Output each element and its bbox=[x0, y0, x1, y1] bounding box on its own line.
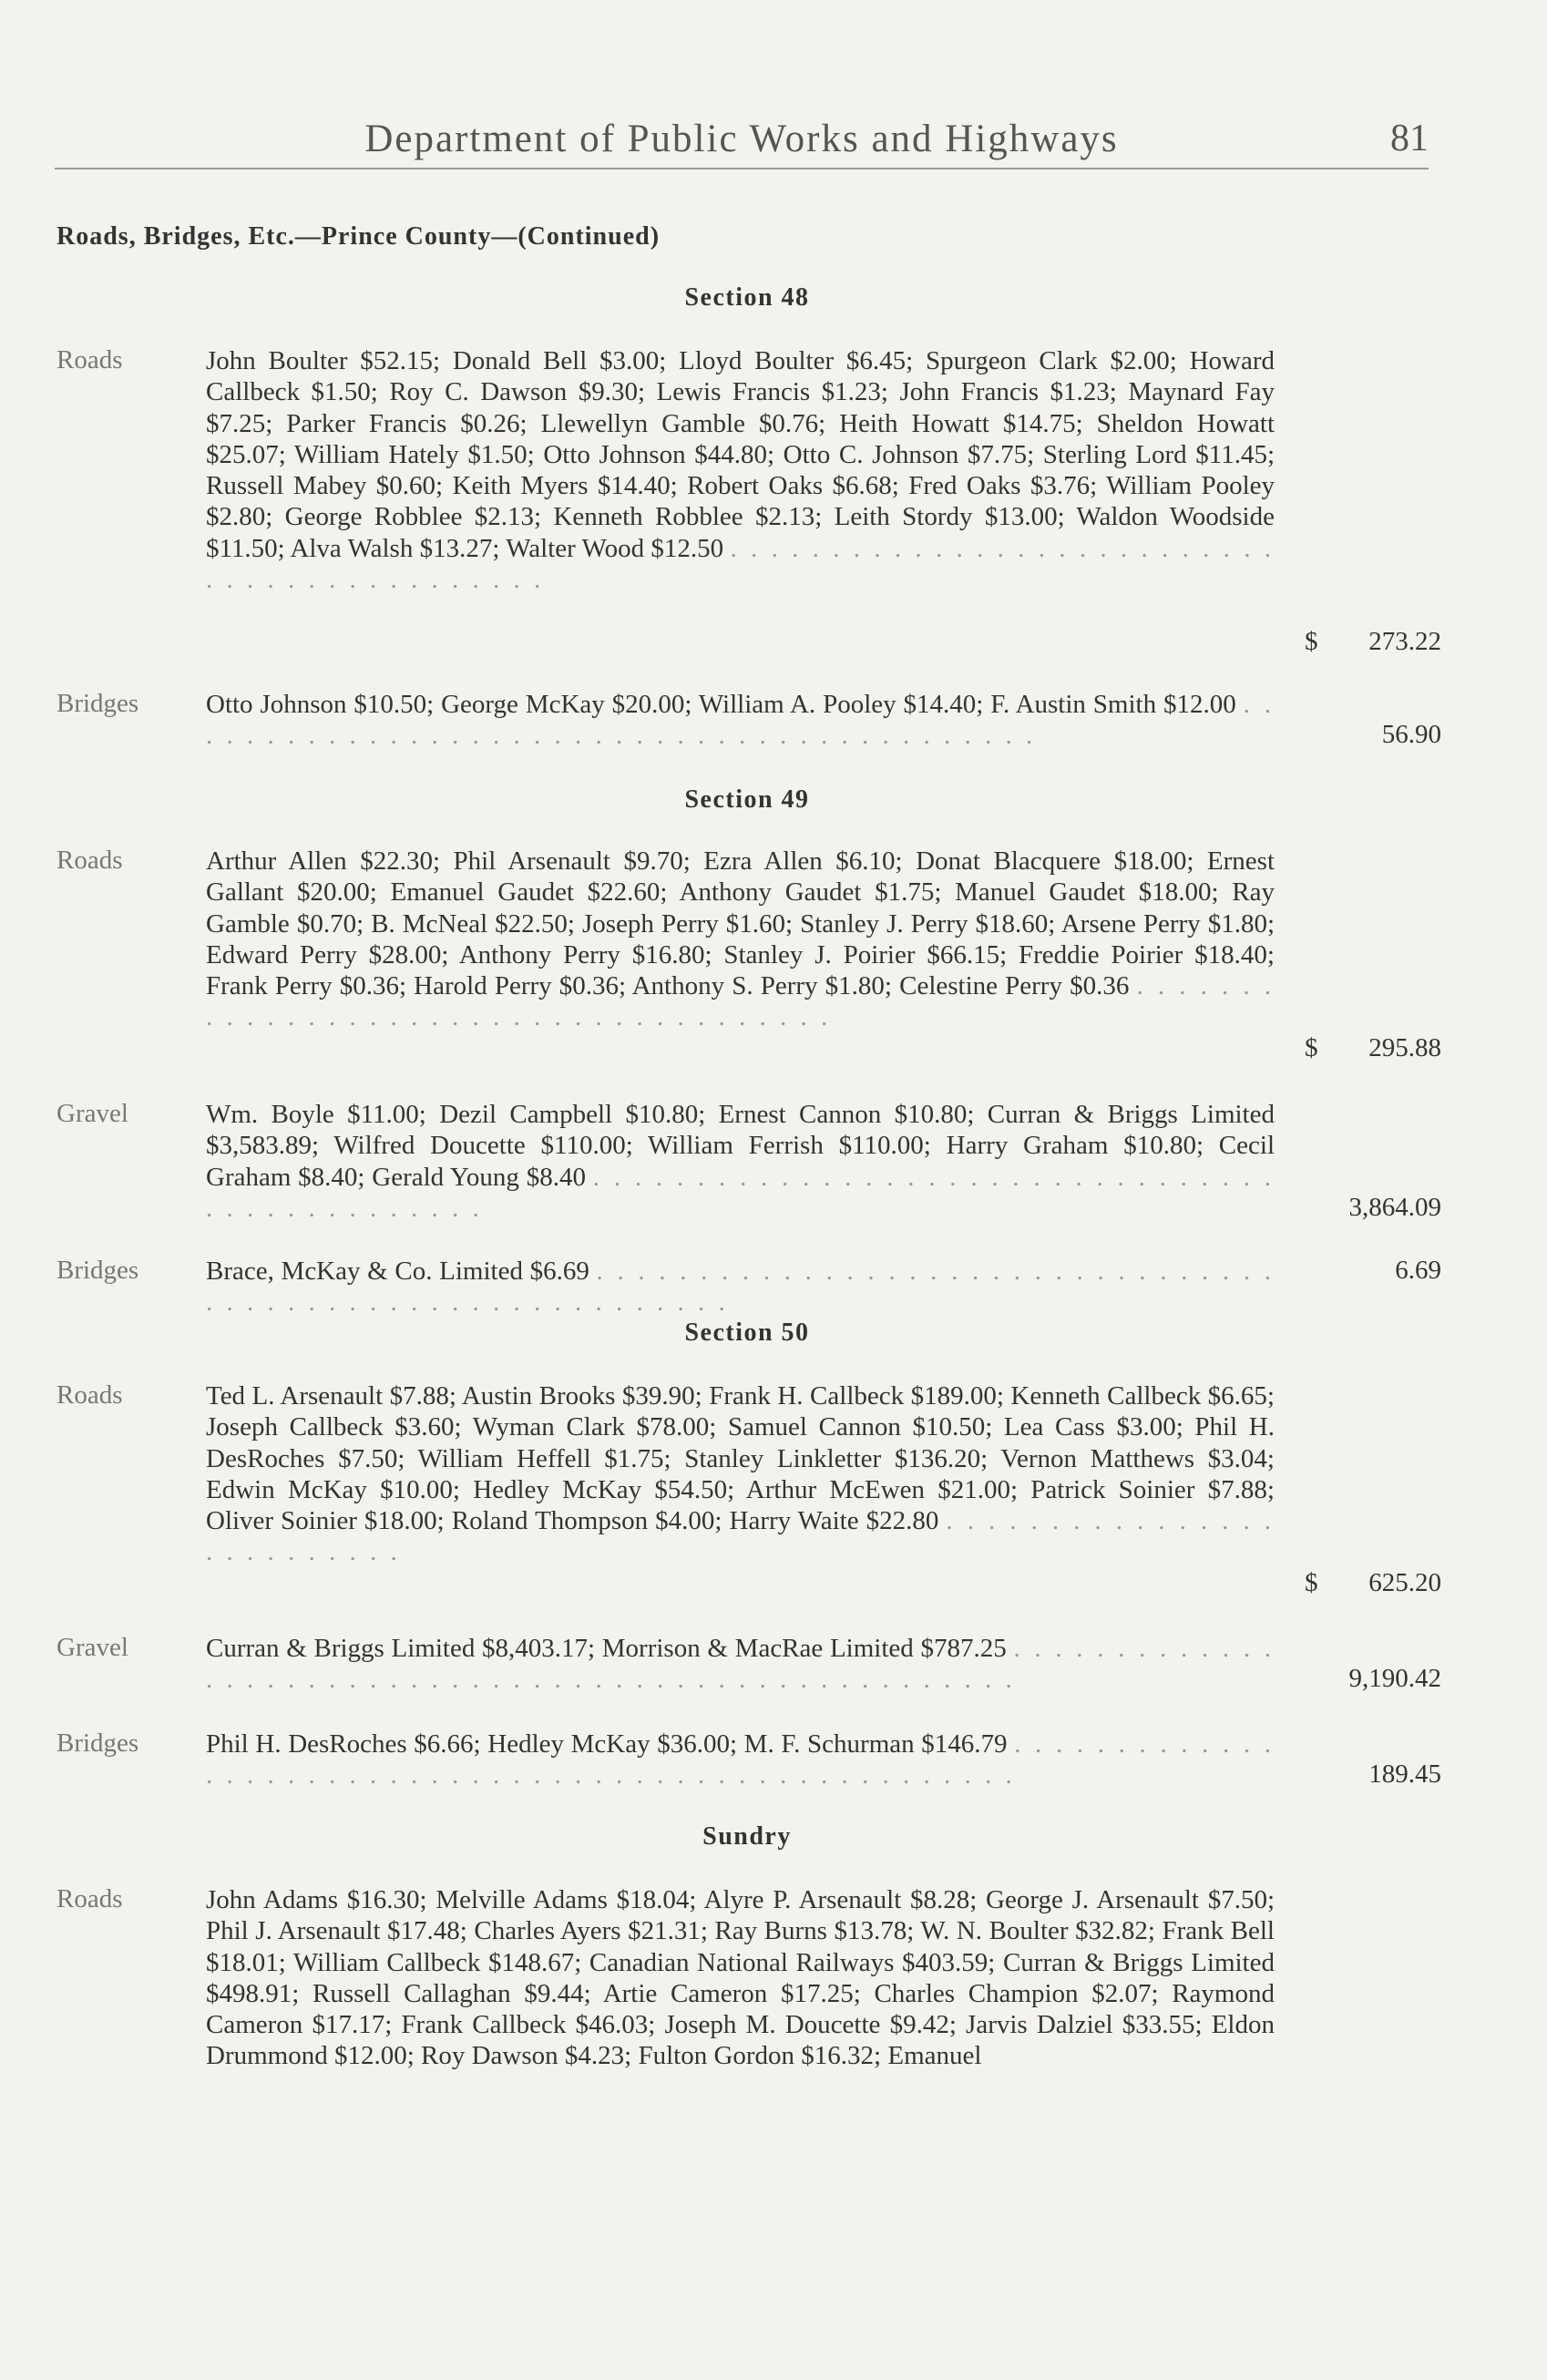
continued-heading: Roads, Bridges, Etc.—Prince County—(Continued) bbox=[56, 222, 661, 251]
entry-amount: 295.88 bbox=[1368, 1033, 1441, 1062]
page-number: 81 bbox=[1390, 118, 1429, 159]
entry-text: Curran & Briggs Limited $8,403.17; Morrison & MacRae Limited $787.25 . . . . . . . . . . . . . . . . . . . . . . . . . . . . . . . . . . . . . . . . . . . . . . . . . . . . . bbox=[206, 1634, 1276, 1695]
entry-category: Bridges bbox=[56, 689, 139, 718]
entry-text: Arthur Allen $22.30; Phil Arsenault $9.70; Ezra Allen $6.10; Donat Blacquere $18.00; Ernest Gallant $20.00; Emanuel Gaudet $22.60; Anthony Gaudet $1.75; Manuel Gaudet $18.00; Ray Gamble $0.70; B. McNeal $22.50; Joseph Perry $1.60; Stanley J. Perry $18.60; Arsene Perry $1.80; Edward Perry $28.00; Anthony Perry $16.80; Stanley J. Poirier $66.15; Freddie Poirier $18.40; Frank Perry $0.36; Harold Perry $0.36; Anthony S. Perry $1.80; Celestine Perry $0.36 . . . . . . . . . . . . . . . . . . . . . . . . . . . . . . . . . . . . . . bbox=[206, 846, 1276, 1032]
entry-amount: 56.90 bbox=[1381, 720, 1441, 749]
entry-text: Phil H. DesRoches $6.66; Hedley McKay $36.00; M. F. Schurman $146.79 . . . . . . . . . . . . . . . . . . . . . . . . . . . . . . . . . . . . . . . . . . . . . . . . . . . . . bbox=[206, 1729, 1276, 1790]
section-heading-49: Section 49 bbox=[684, 785, 810, 814]
section-heading-48: Section 48 bbox=[684, 283, 810, 312]
entry-text: Brace, McKay & Co. Limited $6.69 . . . . . . . . . . . . . . . . . . . . . . . . . . . . . . . . . . . . . . . . . . . . . . . . . . . . . . . . . . . bbox=[206, 1257, 1276, 1318]
entry-category: Gravel bbox=[56, 1099, 128, 1128]
entry-text: John Boulter $52.15; Donald Bell $3.00; Lloyd Boulter $6.45; Spurgeon Clark $2.00; Howard Callbeck $1.50; Roy C. Dawson $9.30; Lewis Francis $1.23; John Francis $1.23; Maynard Fay $7.25; Parker Francis $0.26; Llewellyn Gamble $0.76; Heith Howatt $14.75; Sheldon Howatt $25.07; William Hately $1.50; Otto Johnson $44.80; Otto C. Johnson $7.75; Sterling Lord $11.45; Russell Mabey $0.60; Keith Myers $14.40; Robert Oaks $6.68; Fred Oaks $3.76; William Pooley $2.80; George Robblee $2.13; Kenneth Robblee $2.13; Leith Stordy $13.00; Waldon Woodside $11.50; Alva Walsh $13.27; Walter Wood $12.50 . . . . . . . . . . . . . . . . . . . . . . . . . . . . . . . . . . . . . . . . . . . . bbox=[206, 346, 1276, 595]
entry-category: Roads bbox=[56, 1884, 123, 1913]
entry-amount: 3,864.09 bbox=[1348, 1193, 1441, 1222]
entry-text: John Adams $16.30; Melville Adams $18.04; Alyre P. Arsenault $8.28; George J. Arsenault $7.50; Phil J. Arsenault $17.48; Charles Ayers $21.31; Ray Burns $13.78; W. N. Boulter $32.82; Frank Bell $18.01; William Callbeck $148.67; Canadian National Railways $403.59; Curran & Briggs Limited $498.91; Russell Callaghan $9.44; Artie Cameron $17.25; Charles Champion $2.07; Raymond Cameron $17.17; Frank Callbeck $46.03; Joseph M. Doucette $9.42; Jarvis Dalziel $33.55; Eldon Drummond $12.00; Roy Dawson $4.23; Fulton Gordon $16.32; Emanuel bbox=[206, 1885, 1275, 2071]
entry-category: Roads bbox=[56, 846, 123, 875]
entry-text: Otto Johnson $10.50; George McKay $20.00; William A. Pooley $14.40; F. Austin Smith $12.00 . . . . . . . . . . . . . . . . . . . . . . . . . . . . . . . . . . . . . . . . . . . bbox=[206, 690, 1276, 751]
entry-text: Ted L. Arsenault $7.88; Austin Brooks $39.90; Frank H. Callbeck $189.00; Kenneth Callbeck $6.65; Joseph Callbeck $3.60; Wyman Clark $78.00; Samuel Cannon $10.50; Lea Cass $3.00; Phil H. DesRoches $7.50; William Heffell $1.75; Stanley Linkletter $136.20; Vernon Matthews $3.04; Edwin McKay $10.00; Hedley McKay $54.50; Arthur McEwen $21.00; Patrick Soinier $7.88; Oliver Soinier $18.00; Roland Thompson $4.00; Harry Waite $22.80 . . . . . . . . . . . . . . . . . . . . . . . . . . bbox=[206, 1381, 1276, 1567]
entry-amount: 273.22 bbox=[1368, 627, 1441, 656]
entry-amount: 189.45 bbox=[1368, 1759, 1441, 1789]
entry-amount: 625.20 bbox=[1368, 1568, 1441, 1597]
dollar-sign: $ bbox=[1305, 1568, 1318, 1597]
entry-text: Wm. Boyle $11.00; Dezil Campbell $10.80; Ernest Cannon $10.80; Curran & Briggs Limited $3,583.89; Wilfred Doucette $110.00; William Ferrish $110.00; Harry Graham $10.80; Cecil Graham $8.40; Gerald Young $8.40 . . . . . . . . . . . . . . . . . . . . . . . . . . . . . . . . . . . . . . . . . . . . . . . bbox=[206, 1100, 1276, 1223]
running-title: Department of Public Works and Highways bbox=[364, 118, 1119, 160]
entry-amount: 9,190.42 bbox=[1348, 1664, 1441, 1693]
entry-category: Roads bbox=[56, 1380, 123, 1410]
running-header bbox=[55, 117, 1429, 169]
entry-amount: 6.69 bbox=[1395, 1256, 1441, 1285]
entry-category: Roads bbox=[56, 345, 123, 374]
dollar-sign: $ bbox=[1305, 627, 1318, 656]
entry-category: Gravel bbox=[56, 1633, 128, 1662]
section-heading-50: Section 50 bbox=[684, 1318, 810, 1347]
entry-category: Bridges bbox=[56, 1256, 139, 1285]
entry-category: Bridges bbox=[56, 1729, 139, 1758]
dollar-sign: $ bbox=[1305, 1033, 1318, 1062]
section-heading-sundry: Sundry bbox=[702, 1822, 792, 1851]
